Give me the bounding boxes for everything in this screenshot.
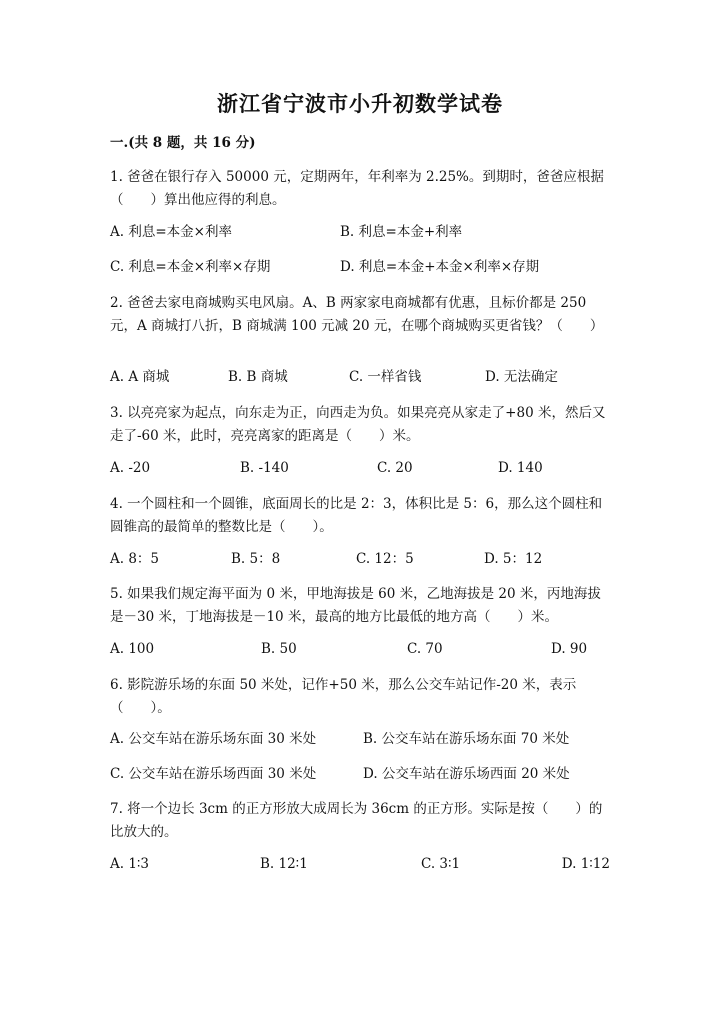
- question-5-option-b: B. 50: [261, 641, 297, 657]
- question-6-option-c: C. 公交车站在游乐场西面 30 米处: [110, 766, 317, 782]
- question-7-option-c: C. 3∶1: [421, 856, 461, 872]
- page-title: 浙江省宁波市小升初数学试卷: [217, 91, 503, 116]
- question-2-text: 2. 爸爸去家电商城购买电风扇。A、B 两家家电商城都有优惠，且标价都是 250 元，A 商城打八折，B 商城满 100 元减 20 元，在哪个商城购买更省钱？（ ）: [110, 295, 604, 334]
- question-3-text: 3. 以亮亮家为起点，向东走为正，向西走为负。如果亮亮从家走了+80 米，然后又走了-60 米，此时，亮亮离家的距离是（ ）米。: [110, 405, 606, 444]
- question-1-text: 1. 爸爸在银行存入 50000 元，定期两年，年利率为 2.25%。到期时，爸爸应根据（ ）算出他应得的利息。: [110, 169, 604, 208]
- question-6-option-d: D. 公交车站在游乐场西面 20 米处: [363, 766, 570, 782]
- question-2-option-c: C. 一样省钱: [349, 369, 422, 385]
- question-6-text: 6. 影院游乐场的东面 50 米处，记作+50 米，那么公交车站记作-20 米，表示（ ）。: [110, 677, 577, 716]
- section-header: 一.(共 8 题，共 16 分): [110, 135, 256, 151]
- question-7-option-a: A. 1∶3: [110, 856, 150, 872]
- question-7-option-d: D. 1∶12: [561, 856, 610, 872]
- question-5-option-c: C. 70: [407, 641, 443, 657]
- question-2-option-d: D. 无法确定: [485, 369, 558, 385]
- question-4-option-d: D. 5：12: [484, 551, 543, 567]
- question-2-option-a: A. A 商城: [110, 369, 170, 385]
- question-4-option-c: C. 12：5: [356, 551, 414, 567]
- question-6-option-a: A. 公交车站在游乐场东面 30 米处: [110, 731, 317, 747]
- question-7-option-b: B. 12∶1: [260, 856, 308, 872]
- question-1-option-a: A. 利息=本金×利率: [110, 224, 232, 240]
- question-5-text: 5. 如果我们规定海平面为 0 米，甲地海拔是 60 米，乙地海拔是 20 米，丙地海拔是－30 米，丁地海拔是－10 米，最高的地方比最低的地方高（ ）米。: [110, 586, 601, 625]
- question-3-option-c: C. 20: [377, 460, 413, 476]
- question-3-option-a: A. -20: [110, 460, 151, 476]
- question-1-option-d: D. 利息=本金+本金×利率×存期: [340, 259, 540, 275]
- question-6-option-b: B. 公交车站在游乐场东面 70 米处: [363, 731, 570, 747]
- question-4-text: 4. 一个圆柱和一个圆锥，底面周长的比是 2：3，体积比是 5：6，那么这个圆柱和圆锥高的最简单的整数比是（ ）。: [110, 496, 603, 535]
- question-4-option-a: A. 8：5: [110, 551, 160, 567]
- question-3-option-b: B. -140: [240, 460, 289, 476]
- question-7-text: 7. 将一个边长 3cm 的正方形放大成周长为 36cm 的正方形。实际是按（ ）的比放大的。: [110, 801, 603, 840]
- question-4-option-b: B. 5：8: [231, 551, 281, 567]
- question-1-option-b: B. 利息=本金+利率: [340, 224, 463, 240]
- question-5-option-a: A. 100: [110, 641, 155, 657]
- question-1-option-c: C. 利息=本金×利率×存期: [110, 259, 271, 275]
- question-2-option-b: B. B 商城: [228, 369, 288, 385]
- question-5-option-d: D. 90: [551, 641, 588, 657]
- question-3-option-d: D. 140: [498, 460, 543, 476]
